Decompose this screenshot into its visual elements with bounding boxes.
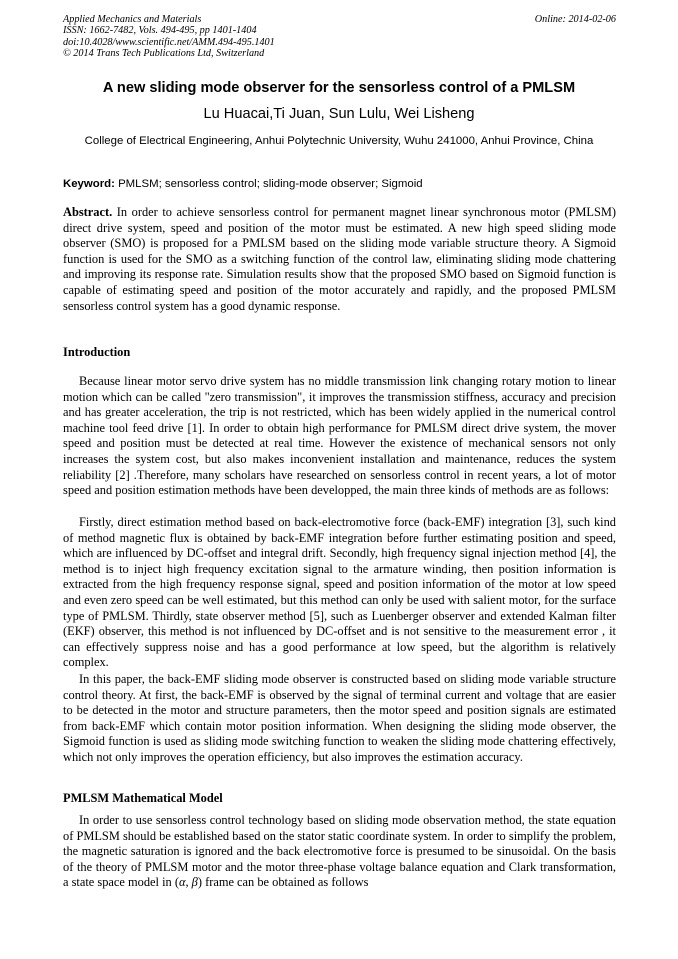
online-date: Online: 2014-02-06: [534, 14, 616, 25]
paper-title: A new sliding mode observer for the sensorless control of a PMLSM: [102, 80, 576, 96]
beta-symbol: β: [191, 875, 198, 890]
author-affiliation: College of Electrical Engineering, Anhui Polytechnic University, Wuhu 241000, Anhui Province, China: [84, 135, 594, 147]
copyright-line: © 2014 Trans Tech Publications Ltd, Switzerland: [63, 48, 265, 60]
keywords: [63, 178, 616, 190]
journal-header: [63, 14, 616, 60]
model-text-a: In order to use sensorless control technology based on sliding mode observation method, the state equation of PMLSM should be established based on the stator static coordinate system. In order to simplify the problem, the magnetic saturation is ignored and the back electromotive force is presumed to be sinusoidal. On the basis of the theory of PMLSM motor and the motor three-phase voltage balance equation and Clark transformation, a state space model in (: [63, 813, 616, 890]
abstract-label: Abstract.: [63, 205, 113, 219]
keyword-list: PMLSM; sensorless control; sliding-mode observer; Sigmoid: [118, 178, 423, 190]
model-paragraph-1: [63, 813, 616, 891]
abstract-text: In order to achieve sensorless control for permanent magnet linear synchronous motor (PMLSM) direct drive system, speed and position of the motor must be estimated. A new high speed sliding mode observer (SMO) is proposed for a PMLSM based on the sliding mode variable structure theory. A Sigmoid function is used for the SMO as a switching function of the control law, eliminating sliding mode chattering and improving its response rate. Simulation results show that the proposed SMO based on Sigmoid function is capable of estimating speed and position of the motor accurately and rapidly, and the proposed PMLSM sensorless control system has a good dynamic response.: [63, 205, 616, 313]
issn-line: ISSN: 1662-7482, Vols. 494-495, pp 1401-1404: [63, 25, 257, 37]
doi-line: doi:10.4028/www.scientific.net/AMM.494-495.1401: [63, 36, 275, 48]
intro-paragraph-2: Firstly, direct estimation method based on back-electromotive force (back-EMF) integration [3], such kind of method magnetic flux is obtained by back-EMF integration before further estimating position and speed, which are influenced by DC-offset and integral drift. Secondly, high frequency signal injection method [4], the method is to inject high frequency excitation signal to the armature winding, then position information is extracted from the high frequency response signal, speed and position information of the motor at low speed and even zero speed can be well estimated, but this method can only be used with salient motor, for the surface type of PMLSM. Thirdly, state observer method [5], such as Luenberger observer and extended Kalman filter (EKF) observer, this method is not influenced by DC-offset and is not sensitive to the measurement error , it can effectively suppress noise and has a good performance at low speed, but the algorithm is relatively complex.: [63, 515, 616, 670]
introduction-heading: Introduction: [63, 345, 131, 359]
alpha-symbol: α: [178, 875, 186, 890]
symbol-comma: ,: [185, 875, 192, 890]
intro-paragraph-3: In this paper, the back-EMF sliding mode observer is constructed based on sliding mode variable structure control theory. At first, the back-EMF is observed by the signal of terminal current and voltage that are easier to be detected in the motor and structure parameters, then the motor speed and position signals are estimated from back-EMF which contain motor position information. When designing the sliding mode observer, the Sigmoid function is used as sliding mode switching function to weaken the sliding mode chattering effectively, which not only improves the operation efficiency, but also improves the estimation accuracy.: [63, 672, 616, 764]
journal-name: Applied Mechanics and Materials: [63, 14, 202, 25]
keyword-label: Keyword:: [63, 178, 115, 190]
model-text-b: ) frame can be obtained as follows: [197, 875, 369, 890]
paper-authors: Lu Huacai,Ti Juan, Sun Lulu, Wei Lisheng: [203, 106, 475, 122]
model-heading: PMLSM Mathematical Model: [63, 791, 223, 805]
intro-paragraph-1: Because linear motor servo drive system has no middle transmission link changing rotary motion to linear motion which can be called "zero transmission", it improves the transmission stiffness, accuracy and precision and has greater acceleration, the trip is not restricted, which has been widely applied in the numerical control machine tool feed drive [1]. In order to obtain high performance for PMLSM direct drive system, the mover speed and position must be detected at real time. However the existence of mechanical sensors not only increases the system cost, but also makes inconvenient installation and maintenance, reduces the system reliability [2] .Therefore, many scholars have researched on sensorless control in recent years, a lot of motor speed and position estimation methods have been developped, the main three kinds of methods are as follows:: [63, 374, 616, 498]
abstract: [63, 205, 616, 314]
